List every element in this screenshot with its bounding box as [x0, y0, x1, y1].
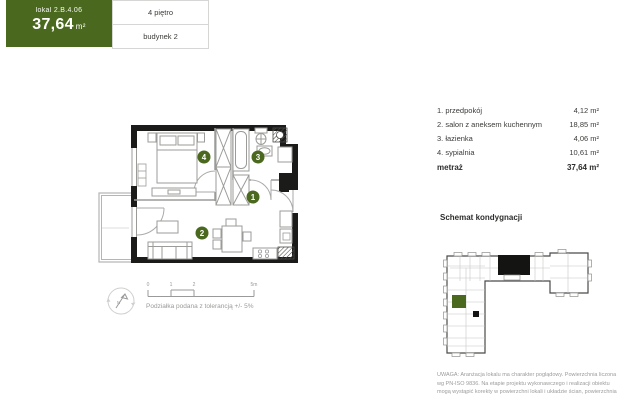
room-marker-hall [247, 191, 260, 204]
unit-area-value: 37,64 [32, 16, 74, 33]
radiator [138, 164, 146, 186]
washing-machine [273, 128, 287, 142]
unit-id-label: lokal 2.B.4.06 [35, 7, 83, 14]
room-row [437, 106, 599, 115]
dresser [152, 188, 196, 196]
tv-stand [157, 221, 178, 233]
room-marker-living [196, 227, 209, 240]
bathroom-cabinet [278, 147, 292, 162]
kitchen [253, 211, 294, 259]
unit-location-info [112, 0, 209, 49]
toilet [255, 128, 267, 145]
room-area: 4,12 m² [573, 106, 599, 115]
shaft [473, 311, 479, 317]
sofa [148, 242, 192, 259]
room-row [437, 148, 599, 157]
building-cell: budynek 2 [112, 24, 209, 49]
unit-area [6, 16, 112, 34]
scale-bar [143, 280, 263, 302]
room-marker-bedroom [198, 151, 211, 164]
bathtub [233, 129, 249, 171]
svg-text:3: 3 [255, 153, 261, 162]
room-name: 4. sypialnia [437, 148, 475, 157]
floor-cell: 4 piętro [112, 0, 209, 25]
svg-text:2: 2 [199, 229, 205, 238]
room-name: 3. łazienka [437, 134, 473, 143]
scale-tolerance-note: Podziałka podana z tolerancją +/- 5% [146, 303, 254, 310]
total-area-value: 37,64 m² [566, 163, 599, 172]
room-name: 1. przedpokój [437, 106, 483, 115]
total-area-row [437, 163, 599, 172]
room-row [437, 134, 599, 143]
disclaimer-text: UWAGA: Aranżacja lokalu ma charakter poglądowy. Powierzchnia liczona wg PN-ISO 9836. Na etapie projektu wykonawczego i realizacji obiektu mogą wystąpić korekty w powierzchni lokali i układzie ścian, powierzchnia [437, 372, 617, 396]
svg-text:N: N [117, 300, 121, 305]
svg-text:0: 0 [146, 282, 150, 288]
svg-text:5m: 5m [250, 282, 258, 288]
floor-plan [90, 110, 310, 275]
unit-summary-card [6, 0, 112, 47]
floor-schematic [440, 246, 620, 364]
room-marker-bathroom [252, 151, 265, 164]
stairwell-core [498, 255, 530, 275]
core-entry [504, 275, 520, 280]
room-area: 4,06 m² [573, 134, 599, 143]
total-label: metraż [437, 163, 463, 172]
room-row [437, 120, 599, 129]
bed [148, 133, 205, 183]
svg-text:1: 1 [250, 193, 256, 202]
entrance-pillar [279, 173, 296, 192]
dining-table [213, 219, 251, 252]
svg-text:4: 4 [201, 153, 207, 162]
room-area: 10,61 m² [569, 148, 599, 157]
svg-text:1: 1 [169, 282, 173, 288]
current-unit-highlight [452, 295, 466, 308]
room-area: 18,85 m² [569, 120, 599, 129]
room-name: 2. salon z aneksem kuchennym [437, 120, 543, 129]
compass-icon [100, 282, 144, 326]
svg-text:2: 2 [192, 282, 196, 288]
room-list [437, 106, 599, 177]
schematic-title: Schemat kondygnacji [440, 213, 523, 222]
unit-area-unit: m² [75, 22, 86, 31]
